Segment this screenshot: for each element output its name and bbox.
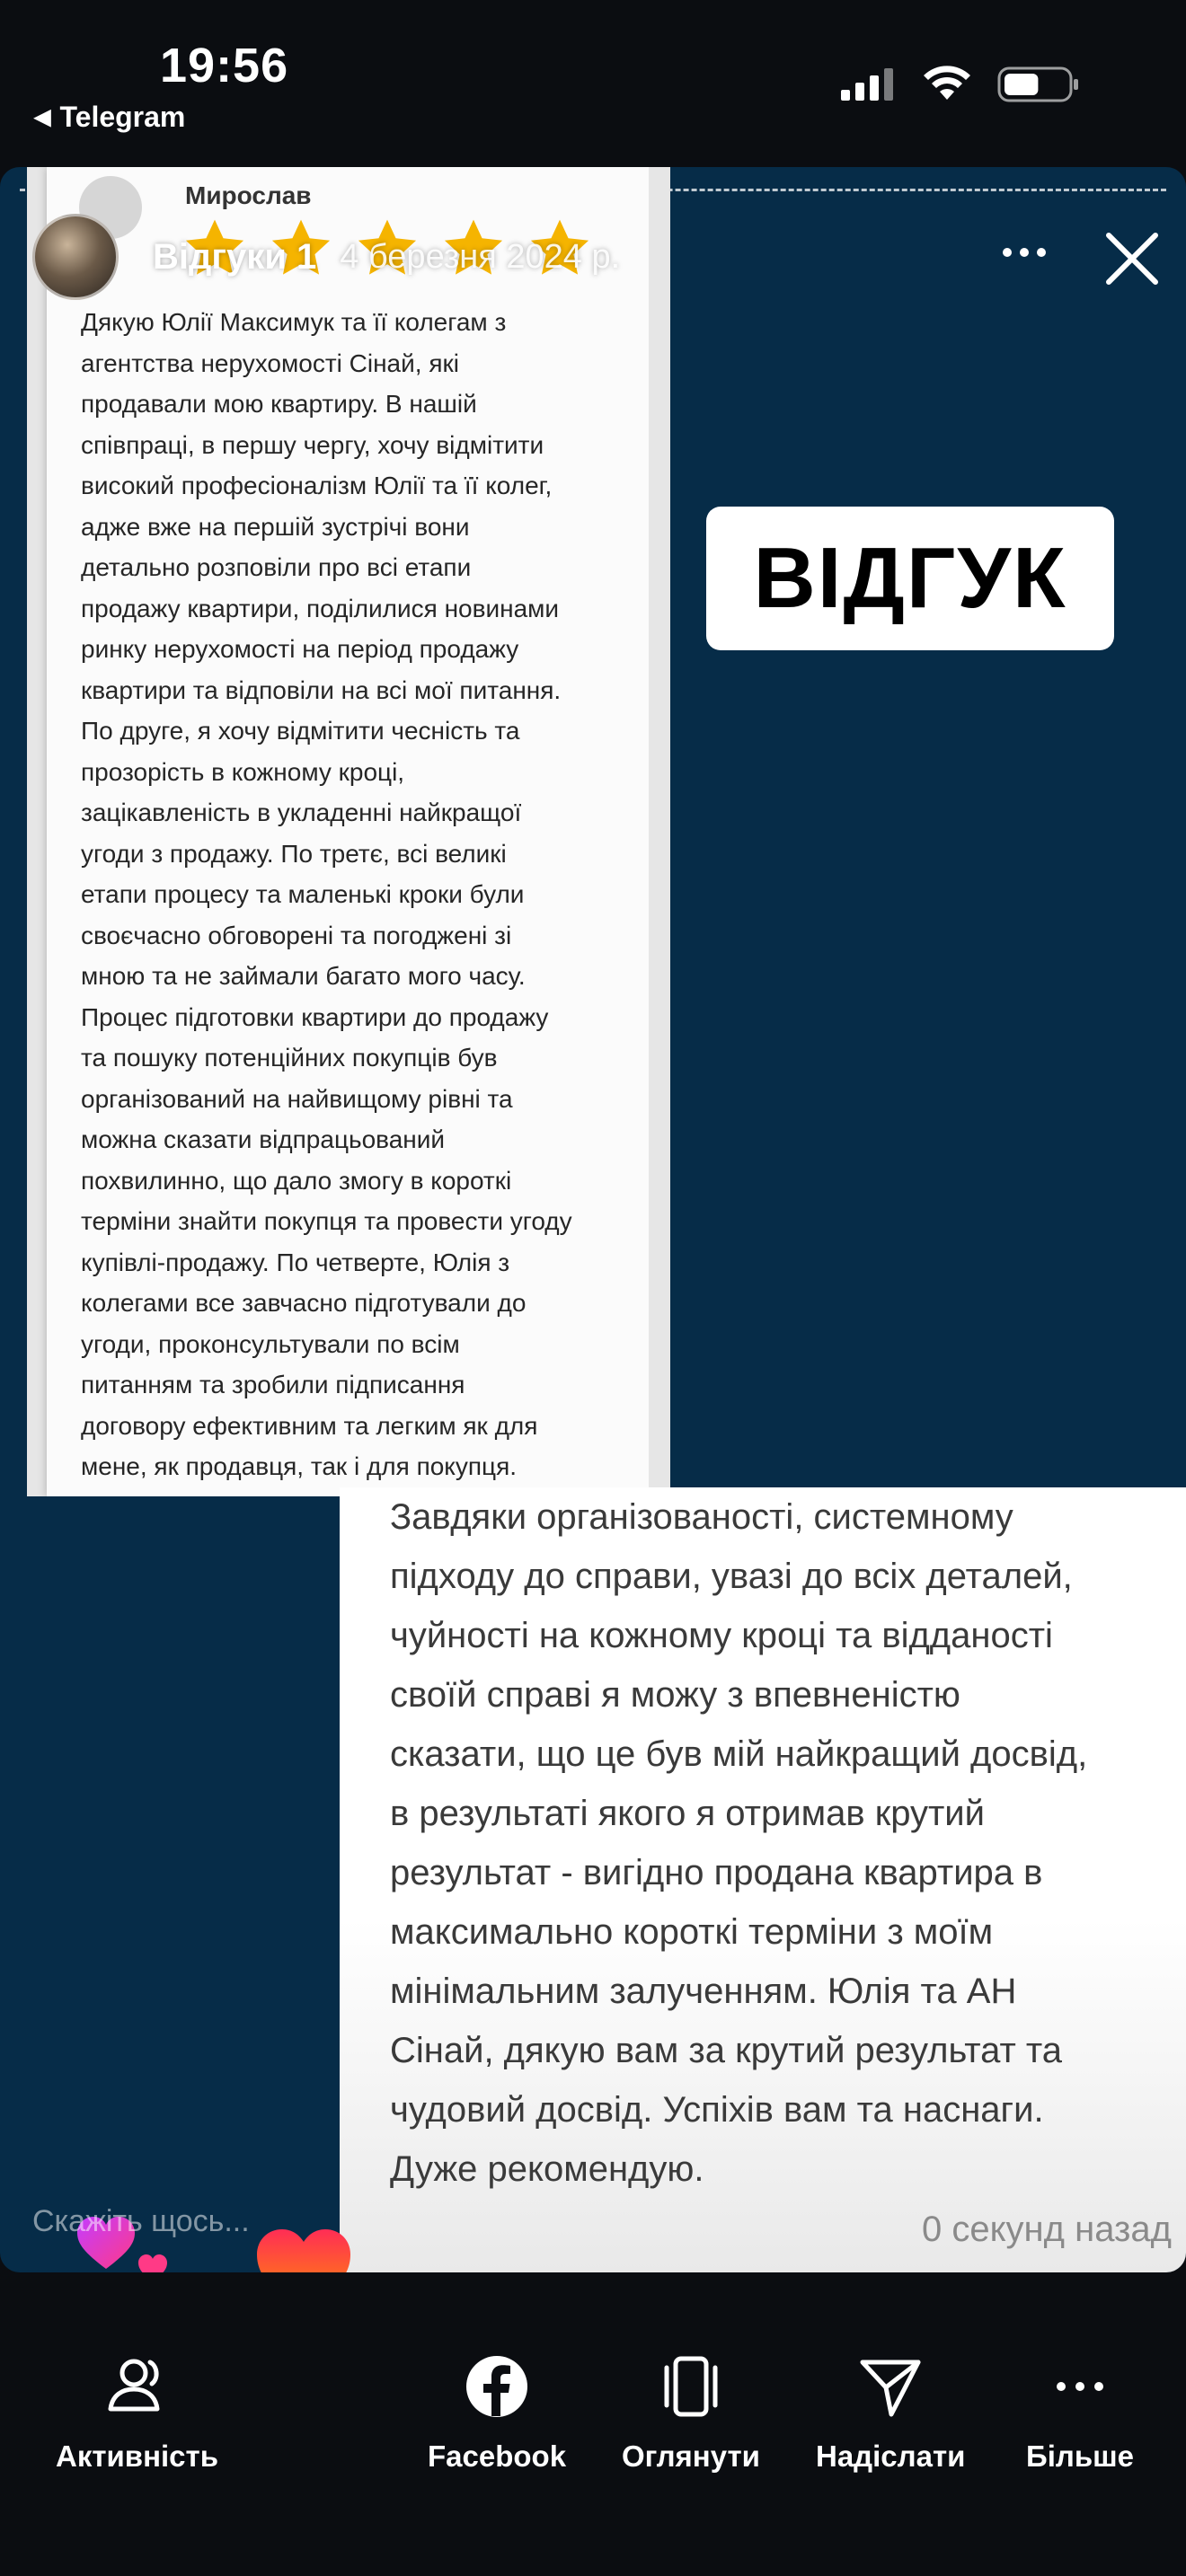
review-text-line: адже вже на першій зустрічі вони [81,512,470,541]
review-text-line: своєчасно обговорені та погоджені зі [81,921,512,949]
facebook-button[interactable] [428,2353,566,2474]
facebook-label: Facebook [428,2439,567,2473]
activity-button[interactable] [56,2353,218,2474]
review-screenshot-upper [27,167,670,1496]
more-label: Більше [1026,2439,1134,2473]
review-text-line: Процес підготовки квартири до продажу [81,1002,549,1031]
review-text-line: високий професіоналізм Юлії та її колег, [81,472,553,499]
heart-reaction-icon[interactable] [257,2229,350,2272]
status-time: 19:56 [160,39,289,93]
review-text-line: детально розповіли про всі етапи [81,553,472,581]
story-header[interactable] [32,214,620,300]
wifi-icon [922,66,972,103]
review-text-line: зацікавленість в укладенні найкращої [81,798,522,826]
review-text-line: підходу до справи, увазі до всіх деталей, [390,1557,1073,1596]
review-text-line: купівлі-продажу. По четверте, Юлія з [81,1248,510,1276]
review-text-line: питанням та зробили підписання [81,1371,465,1398]
more-button[interactable] [1026,2353,1134,2474]
review-text-line: чудовий досвід. Успіхів вам та наснаги. [390,2090,1044,2130]
story-author-avatar[interactable] [32,214,119,300]
review-text-line: угоди, проконсультували по всім [81,1329,460,1358]
review-text-line: Сінай, дякую вам за крутий результат та [390,2031,1062,2070]
send-icon [857,2353,924,2420]
cellular-signal-icon [839,66,897,102]
back-triangle-icon: ◀ [34,105,51,129]
browse-button[interactable] [622,2353,760,2474]
review-text-line: своїй справі я можу з впевненістю [390,1675,960,1715]
bottom-action-bar [0,2299,1186,2576]
review-text-line: продавали мою квартиру. В нашій [81,390,477,418]
review-time-ago: 0 секунд назад [922,2210,1172,2249]
status-icons [839,65,1080,104]
back-to-app-link[interactable] [34,101,185,134]
browse-icon [658,2353,724,2420]
story-date: 4 березня 2024 р. [340,237,621,276]
review-text-line: Завдяки організованості, системному [390,1497,1013,1537]
review-text-line: результат - вигідно продана квартира в [390,1853,1043,1892]
more-icon [1047,2353,1113,2420]
review-text-line: угоди з продажу. По третє, всі великі [81,839,507,868]
review-text-line: похвилинно, що дало змогу в короткі [81,1166,512,1195]
review-text-line: терміни знайти покупця та провести угоду [81,1207,572,1235]
review-text-line: мною та не займали багато мого часу. [81,962,526,990]
close-icon[interactable] [1103,230,1161,287]
review-sticker [706,507,1114,650]
review-text-line: можна сказати відпрацьований [81,1125,446,1153]
activity-label: Активність [56,2439,218,2473]
browse-label: Оглянути [622,2439,760,2473]
sticker-text: ВІДГУК [753,530,1067,626]
review-text-line: колегами все завчасно підготували до [81,1289,527,1317]
review-text-line: максимально короткі терміни з моїм [390,1912,994,1952]
battery-icon [997,65,1080,104]
review-text-line: прозорість в кожному кроці, [81,757,405,786]
review-text-line: мене, як продавця, так і для покупця. [81,1452,518,1480]
send-label: Надіслати [816,2439,966,2473]
activity-icon [103,2353,170,2420]
review-text-line: По друге, я хочу відмітити чесність та [81,717,520,745]
review-text-line: співпраці, в першу чергу, хочу відмітити [81,430,544,459]
review-text-continuation [390,1487,1181,2199]
review-text-line: організований на найвищому рівні та [81,1084,513,1113]
story-viewer[interactable] [0,167,1186,2272]
review-screenshot-lower [340,1487,1186,2272]
review-text-line: етапи процесу та маленькі кроки були [81,880,525,908]
back-app-label: Telegram [59,101,186,133]
facebook-icon [464,2353,530,2420]
story-title[interactable]: Відгуки 1 [153,236,317,277]
review-text-line: та пошуку потенційних покупців був [81,1044,498,1072]
review-text [81,302,620,1487]
more-dots-icon [1003,248,1012,257]
review-text-line: сказати, що це був мій найкращий досвід, [390,1734,1088,1774]
reply-input[interactable]: Скажіть щось... [32,2204,250,2238]
story-more-options-button[interactable] [1003,248,1046,257]
background-page-edge [27,167,47,1496]
review-text-line: в результаті якого я отримав крутий [390,1794,985,1833]
review-text-line: Дякую Юлії Максимук та її колегам з [81,308,507,336]
review-text-line: продажу квартири, поділилися новинами [81,594,560,622]
review-text-line: ринку нерухомості на період продажу [81,635,519,663]
review-text-line: Дуже рекомендую. [390,2149,704,2189]
reviewer-name: Мирослав [185,181,312,209]
review-text-line: договору ефективним та легким як для [81,1411,538,1440]
review-text-line: чуйності на кожному кроці та відданості [390,1616,1053,1655]
review-text-line: агентства нерухомості Сінай, які [81,348,459,377]
review-text-line: мінімальним залученням. Юлія та АН [390,1972,1017,2011]
review-text-line: квартири та відповіли на всі мої питання. [81,675,562,704]
send-button[interactable] [816,2353,965,2474]
background-page-edge [649,167,670,1496]
